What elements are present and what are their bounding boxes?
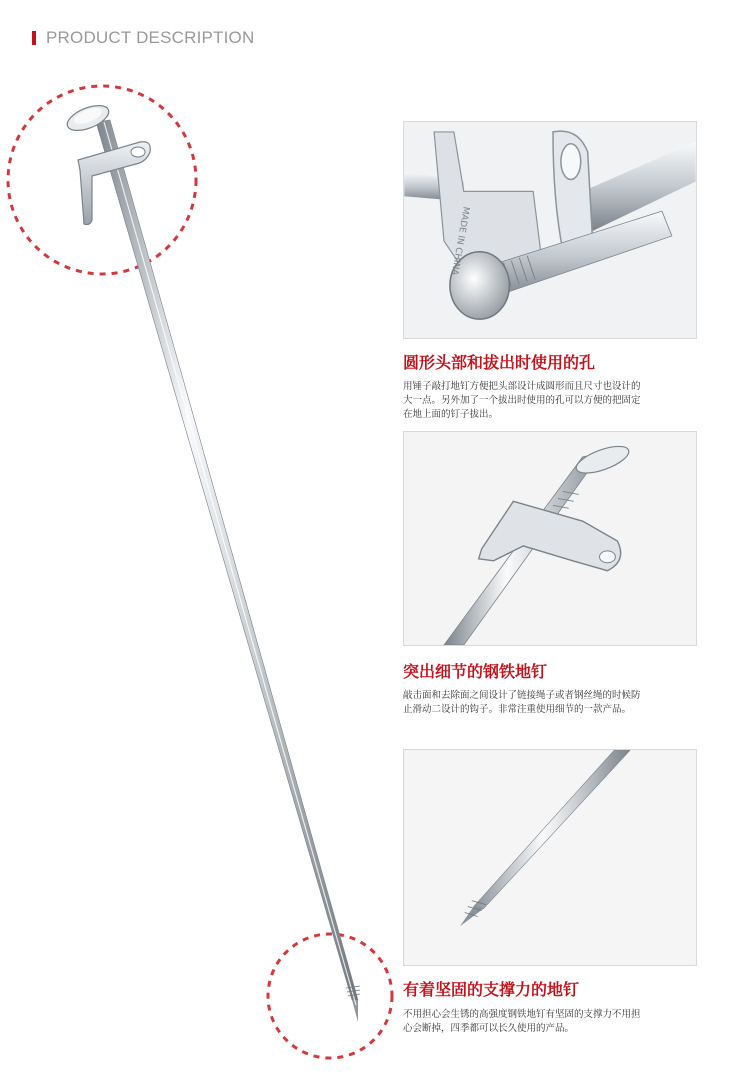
hook-detail-photo — [403, 431, 697, 646]
head-closeup-photo — [403, 121, 697, 339]
section-title: PRODUCT DESCRIPTION — [46, 28, 255, 47]
section-header — [32, 28, 254, 48]
feature-1-title: 圆形头部和拔出时使用的孔 — [403, 353, 596, 372]
stake-main-image — [0, 70, 400, 1070]
feature-3-title: 有着坚固的支撑力的地钉 — [403, 980, 580, 999]
made-in-china-stamp: MADE IN CHINA — [448, 205, 471, 276]
tip-detail-photo — [403, 749, 697, 966]
header-accent-bar — [32, 31, 36, 45]
feature-1-description: 用锤子敲打地钉方便把头部设计成圆形而且尺寸也设计的大一点。另外加了一个拔出时使用的孔可以方便的把固定在地上面的钉子拔出。 — [403, 381, 641, 420]
feature-2-title: 突出细节的钢铁地钉 — [403, 662, 548, 681]
stake-shaft — [96, 120, 358, 1022]
tip-highlight-circle — [268, 934, 392, 1058]
feature-2-description: 敲击面和去除面之间设计了链接绳子或者钢丝绳的时候防止滑动二设计的钩子。非常注重使用细节的一款产品。 — [403, 690, 641, 715]
feature-3-description: 不用担心会生锈的高强度钢铁地钉有坚固的支撑力不用担心会断掉，四季都可以长久使用的产品。 — [403, 1009, 641, 1034]
